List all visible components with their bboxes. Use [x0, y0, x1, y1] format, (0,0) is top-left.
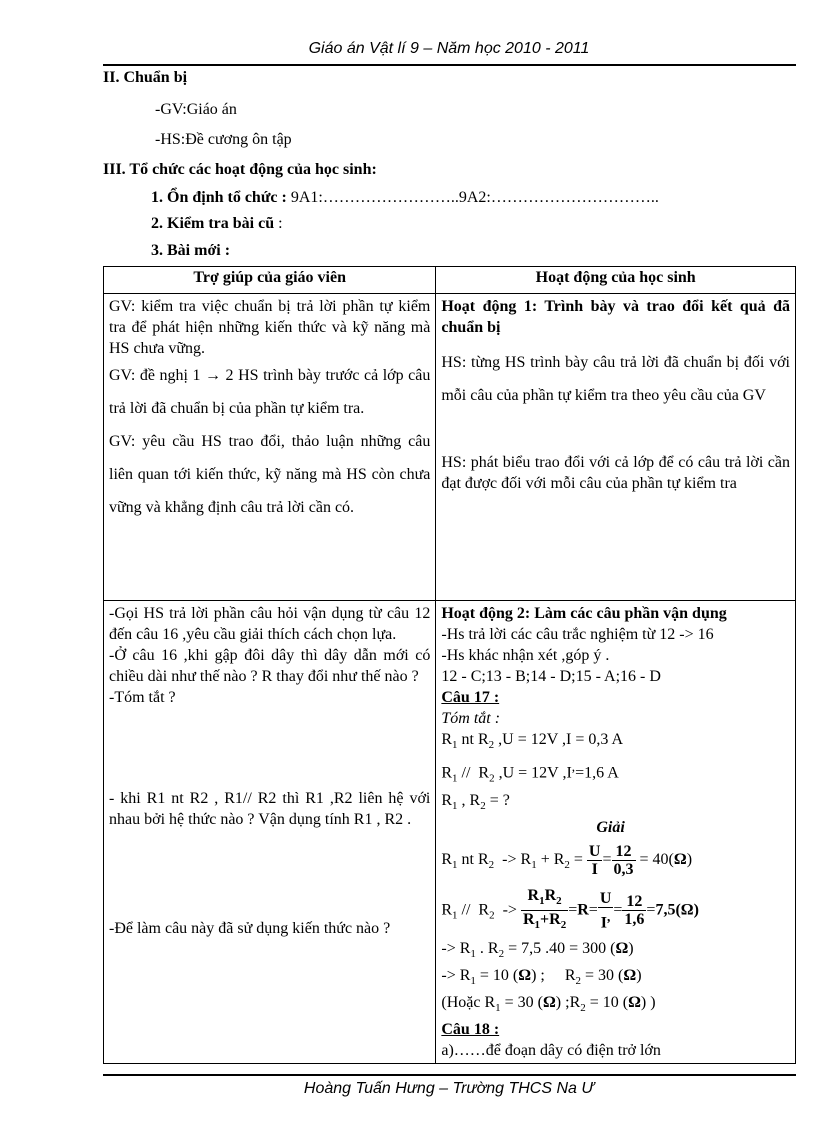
- giai-label: Giải: [596, 818, 625, 836]
- row1-gv2: GV: đề nghị 1 → 2 HS trình bày trước cả lớp câu trả lời đã chuẩn bị của phần tự kiểm tra.: [109, 367, 431, 417]
- item2-value: :: [274, 215, 283, 232]
- row2-gv2: -Ở câu 16 ,khi gập đôi dây thì dây dẫn mới có chiều dài như thế nào ? R thay đổi như thế nào ?: [109, 647, 431, 685]
- section3-item1: [151, 189, 659, 207]
- row2-gv3: -Tóm tắt ?: [109, 689, 176, 706]
- section2-title: II. Chuẩn bị: [103, 69, 188, 86]
- item1-label: 1. Ổn định tổ chức :: [151, 189, 287, 206]
- row2-hs3: 12 - C;13 - B;14 - D;15 - A;16 - D: [441, 668, 661, 685]
- item1-value: 9A1:……………………..9A2:…………………………..: [286, 189, 659, 206]
- row2-teacher-cell: [104, 601, 436, 1064]
- row1-hs-title: Hoạt động 1: Trình bày và trao đổi kết quả đã chuẩn bị: [441, 298, 790, 336]
- table-row: [104, 601, 796, 1064]
- solution-line4: -> $R_1 = 10$ (Ω) ; $R_2 = 30$ (Ω): [441, 966, 642, 987]
- page-header: Giáo án Vật lí 9 – Năm học 2010 - 2011: [308, 40, 590, 57]
- given-line2: $R_1 // R_2$ ,U = 12V ,I,=1,6 A: [441, 759, 619, 785]
- cau18-label: Câu 18 :: [441, 1021, 500, 1039]
- row2-gv1: -Gọi HS trả lời phần câu hỏi vận dụng từ câu 12 đến câu 16 ,yêu cầu giải thích cách chọn lựa.: [109, 605, 431, 643]
- table-row: [104, 294, 796, 601]
- solution-line3: -> $R_1$ . $R_2 = 7,5$ .40 = 300 (Ω): [441, 939, 634, 960]
- given-line3: $R_1$ , $R_2$ = ?: [441, 791, 510, 812]
- section3-item2: [151, 215, 283, 233]
- given-line1: $R_1$ nt $R_2$ ,U = 12V ,I = 0,3 A: [441, 731, 624, 752]
- row1-hs1: HS: từng HS trình bày câu trả lời đã chuẩn bị đối với mỗi câu của phần tự kiểm tra theo yêu cầu của GV: [441, 354, 790, 404]
- col-header-student: Hoạt động của học sinh: [436, 267, 796, 294]
- section3-title: III. Tổ chức các hoạt động của học sinh:: [103, 161, 377, 178]
- row1-gv1: GV: kiểm tra việc chuẩn bị trả lời phần tự kiểm tra để phát hiện những kiến thức và kỹ năng mà HS chưa vững.: [109, 298, 431, 357]
- row2-gv4: - khi R1 nt R2 , R1// R2 thì R1 ,R2 liên hệ với nhau bởi hệ thức nào ? Vận dụng tính R1 , R2 .: [109, 790, 431, 828]
- cau17-label: Câu 17 :: [441, 689, 500, 706]
- lesson-table: [103, 266, 796, 1064]
- cau18-a: a)……để đoạn dây có điện trở lớn: [441, 1042, 661, 1060]
- col-header-teacher: Trợ giúp của giáo viên: [104, 267, 436, 294]
- row2-hs-title: Hoạt động 2: Làm các câu phần vận dụng: [441, 605, 727, 622]
- tomtat-label: Tóm tắt :: [441, 710, 501, 727]
- solution-line5: (Hoặc $R_1 = 30$ (Ω) $;R_2 = 10$ (Ω) ): [441, 994, 656, 1015]
- row2-hs1: -Hs trả lời các câu trắc nghiệm từ 12 -> 16: [441, 626, 714, 643]
- row1-gv3: GV: yêu cầu HS trao đổi, thảo luận những câu liên quan tới kiến thức, kỹ năng mà HS còn chưa vững và khẳng định câu trả lời cần có.: [109, 433, 431, 516]
- footer-rule: [103, 1074, 796, 1076]
- item2-label: 2. Kiểm tra bài cũ: [151, 215, 275, 232]
- row1-student-cell: [436, 294, 796, 601]
- row2-hs2: -Hs khác nhận xét ,góp ý .: [441, 647, 610, 664]
- row1-hs2: HS: phát biểu trao đổi với cả lớp để có câu trả lời cần đạt được đối với mỗi câu của phần tự kiểm tra: [441, 454, 790, 492]
- header-rule: [103, 64, 796, 66]
- row2-gv5: -Để làm câu này đã sử dụng kiến thức nào ?: [109, 920, 391, 937]
- page-footer: Hoàng Tuấn Hưng – Trường THCS Na Ư: [303, 1080, 595, 1097]
- solution-line1: $R_1$ nt $R_2 -> R_1 + R_2$ = $\frac{U}{I}$ = $\frac{12}{0,3}$ = 40(Ω): [441, 842, 693, 878]
- section2-gv: -GV:Giáo án: [155, 101, 237, 118]
- row1-teacher-cell: [104, 294, 436, 601]
- table-header-row: [104, 267, 796, 294]
- section3-item3: 3. Bài mới :: [151, 242, 231, 259]
- section2-hs: -HS:Đề cương ôn tập: [155, 131, 292, 148]
- solution-line2: $R_1 // R_2$ -> $\frac{R_1R_2}{R_1+R_2}$ =R= $\frac{U}{I^,}$ = $\frac{12}{1,6}$ =7,5(Ω): [441, 887, 699, 932]
- row2-student-cell: [436, 601, 796, 1064]
